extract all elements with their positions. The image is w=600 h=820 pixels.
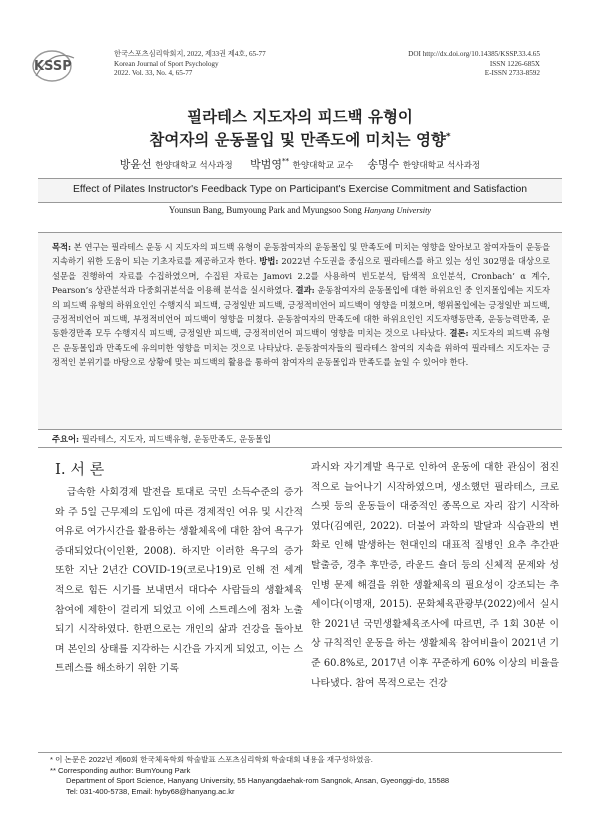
svg-text:KSSP: KSSP [34, 59, 72, 74]
abstract-conclusion: 지도자의 피드백 유형은 운동몰입과 만족도에 유의미한 영향을 미치는 것으로 나타났다. 운동참여자들의 필라테스 참여의 지속을 위하여 필라테스 지도자는 긍정적인 분위기를 바탕으로 상황에 맞는 피드백의 활용을 통하여 참여자의 운동몰입과 만족도를 높일 수 있어야 한다. [52, 328, 550, 368]
paper-title-text: 참여자의 운동몰입 및 만족도에 미치는 영향 [149, 131, 446, 149]
abstract-divider [38, 447, 562, 448]
footnote-contact: Tel: 031-400-5738, Email: hyby68@hanyang.ac.kr [66, 786, 235, 796]
paper-title-line-1: 필라테스 지도자의 피드백 유형이 [187, 108, 413, 126]
english-author-names: Younsun Bang, Bumyoung Park and Myungsoo Song [168, 205, 362, 215]
abstract-purpose: 본 연구는 필라테스 운동 시 지도자의 피드백 유형이 운동참여자의 운동몰입 및 만족도에 미치는 영향을 알아보고 참여자들이 운동을 지속하기 위한 도움이 되는 기초자료를 제공하고자 한다. [52, 242, 550, 267]
english-authors [0, 205, 600, 215]
english-title: Effect of Pilates Instructor's Feedback Type on Participant's Exercise Commitment and Satisfaction [72, 184, 528, 195]
body-paragraph-left: 급속한 사회경제 발전을 토대로 국민 소득수준의 증가와 주 5일 근무제의 도입에 따른 경제적인 여유 및 시간적 여유로 여가시간을 활용하는 생활체육에 대한 참여 욕구가 증대되었다(이인환, 2008). 하지만 이러한 욕구의 증가 또한 지난 2년간 COVID-19(코로나19)로 인해 전 세계적으로 힘든 시기를 보내면서 대다수 사람들의 생활체육 참여에 제한이 걸리게 되었고 이에 스트레스에 점차 노출되기 시작하였다. 한편으로는 개인의 삶과 건강을 돌아보며 본인의 상태를 지각하는 시간을 가지게 되었고, 이는 스트레스를 해소하기 위한 기록 [55, 487, 303, 675]
section-heading-introduction: I. 서 론 [55, 460, 105, 478]
footnotes [50, 755, 449, 797]
body-column-left [55, 483, 303, 679]
abstract-text [52, 240, 550, 370]
body-paragraph-right: 과시와 자기계발 욕구로 인하여 운동에 대한 관심이 점진적으로 늘어나기 시작하였으며, 생소했던 필라테스, 크로스핏 등의 운동들이 대중적인 종목으로 자리 잡기 시작하였다(김예린, 2022). 더불어 과학의 발달과 식습관의 변화로 인해 발생하는 현대인의 대표적 질병인 요추 추간판 탈출증, 경추 후만증, 라운드 숄더 등의 신체적 문제와 성인병 문제 해결을 위한 생활체육의 필요성이 강조되는 추세이다(이명재, 2015). 문화체육관광부(2022)에서 실시한 2021년 국민생활체육조사에 따르면, 주 1회 30분 이상 규칙적인 운동을 하는 생활체육 참여비율이 2021년 기준 60.8%로, 2017년 이후 꾸준하게 60% 이상의 비율을 나타냈다. 참여 목적으로는 건강 [311, 462, 559, 689]
abstract-result: 운동참여자의 운동몰입에 대한 하위요인 중 인지몰입에는 지도자의 피드백 유형의 하위요인인 수행지식 피드백, 긍정일반 피드백, 긍정적비언어 피드백이 영향을 미쳤으며, 행위몰입에는 긍정일반 피드백, 긍정적비언어 피드백, 부정적비언어 피드백이 영향을 미쳤다. 운동참여자의 만족도에 대한 하위요인인 지도자행동만족, 운동능력만족, 운동환경만족 모두 수행지식 피드백, 긍정일반 피드백, 긍정적비언어 피드백이 영향을 미치는 것으로 나타났다. [52, 285, 550, 339]
paper-title-line-2 [0, 128, 600, 150]
title-footnote-mark: * [445, 131, 451, 142]
keywords-label: 주요어: [52, 434, 80, 444]
footnote-2: ** Corresponding author: BumYoung Park [50, 765, 191, 775]
author-3-affiliation: 한양대학교 석사과정 [402, 161, 481, 171]
author-2-name: 박범영 [250, 158, 283, 171]
doi-link[interactable]: DOI http://dx.doi.org/10.14385/KSSP.33.4.65 [408, 50, 540, 58]
abstract-label-result: 결과: [295, 285, 315, 296]
keywords [52, 433, 271, 445]
eissn: E-ISSN 2733-8592 [484, 69, 540, 77]
author-list [0, 156, 600, 172]
abstract-label-method: 방법: [259, 256, 279, 267]
author-1-name: 방윤선 [119, 158, 152, 171]
issn: ISSN 1226-685X [489, 59, 540, 68]
footnote-address: Department of Sport Science, Hanyang University, 55 Hanyangdaehak-rom Sangnok, Ansan, Gyeonggi-do, 15588 [66, 776, 450, 786]
keywords-list: 필라테스, 지도자, 피드백유형, 운동만족도, 운동몰입 [79, 434, 272, 444]
journal-name-ko: 한국스포츠심리학회지, 2022, 제33권 제4호, 65-77 [114, 50, 266, 58]
author-1-affiliation: 한양대학교 석사과정 [155, 161, 233, 171]
abstract-label-purpose: 목적: [52, 242, 72, 252]
author-2-affiliation: 한양대학교 교수 [292, 161, 354, 171]
footnote-1: * 이 논문은 2022년 제60회 한국체육학회 학술발표 스포츠심리학회 학술대회 내용을 재구성하였음. [50, 755, 373, 764]
footnote-divider [38, 752, 562, 753]
abstract-label-conclusion: 결론: [449, 328, 469, 339]
abstract-method: 2022년 수도권을 중심으로 필라테스를 하고 있는 성인 302명을 대상으로 설문을 진행하여 자료를 수집하였으며, 수집된 자료는 Jamovi 2.2를 사용하여 빈도분석, 탐색적 요인분석, Cronbach’ α 계수, Pearson’s 상관분석과 다중회귀분석을 이용해 분석을 실시하였다. [52, 256, 550, 296]
journal-logo [30, 46, 88, 84]
publication-meta [408, 50, 540, 79]
journal-info [114, 50, 266, 79]
author-3-name: 송명수 [367, 158, 400, 171]
journal-name-en: Korean Journal of Sport Psychology [114, 59, 219, 68]
corresponding-mark: ** [282, 157, 290, 166]
journal-volume: 2022. Vol. 33, No. 4, 65-77 [114, 69, 193, 77]
english-affiliation: Hanyang University [364, 206, 432, 215]
body-column-right [311, 458, 559, 693]
